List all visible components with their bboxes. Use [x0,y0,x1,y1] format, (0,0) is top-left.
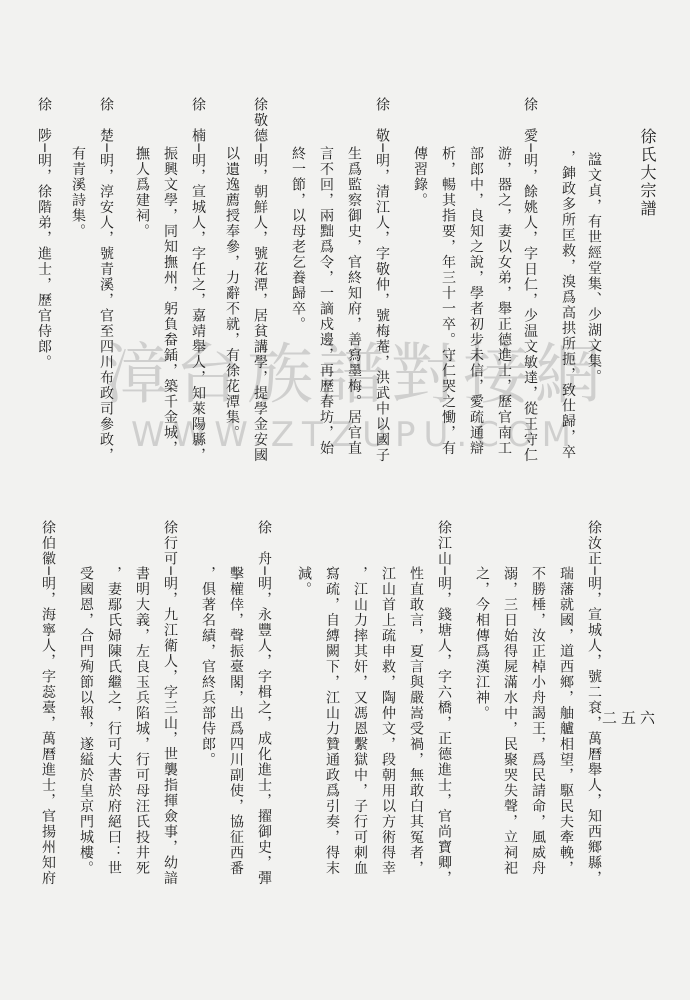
text-column: 生爲監察御史，官終知府，善寫墨梅。居官直 [346,146,362,456]
entry-xu-ruzheng: 徐汝正─明，宣城人，號二袞，萬曆舉人，知西鄉縣， [586,520,602,887]
text-column: 振興文學，同知撫州，躬負畚鍤，築千金城， [162,146,178,456]
text-column: 不勝棰，汝正棹小舟謁王，爲民請命，風威舟 [530,566,546,876]
page-number: 二五六 [602,709,660,727]
text-column: 寫疏，自縛闕下，江山力贊通政爲引奏，得末 [324,566,340,876]
entry-xu-zhi: 徐 陟─明，徐階弟，進士，歷官侍郎。 [36,97,52,371]
text-column: 減。 [296,566,312,597]
text-column: 傳習錄。 [412,146,428,208]
entry-xu-bohui: 徐伯徽─明，海寧人，字蕊臺，萬曆進士，官揚州知府 [40,520,56,887]
text-column: 性直敢言，夏言與嚴嵩受禍，無敢白其冤者， [408,566,424,876]
text-column: 江山首上疏申救，陶仲文，段朝用以方術得幸 [380,566,396,876]
entry-xu-nan: 徐 楠─明，宣城人，字任之，嘉靖舉人，知萊陽縣， [190,97,206,464]
text-column: 諡文貞，有世經堂集、少湖文集。 [586,152,602,385]
text-column: 以遺逸薦授奉參，力辭不就，有徐花潭集。 [224,146,240,441]
entry-xu-jingde: 徐敬德─明，朝鮮人，號花潭，居貧講學，提學金安國 [252,97,268,464]
text-column: 有青溪詩集。 [70,146,86,239]
entry-xu-ai: 徐 愛─明，餘姚人，字日仁，少温文敏達，從王守仁 [522,97,538,464]
entry-xu-chu: 徐 楚─明，淳安人，號青溪，官至四川布政司參政， [98,97,114,464]
text-column: 受國恩，合門殉節以報，遂縊於皇京門城樓。 [78,566,94,876]
text-column: ，江山力摔其奸，又馮恩繫獄中，子行可刺血 [352,566,368,876]
text-column: ，鋛政多所匡救，溴爲高拱所扼，致仕歸，卒 [560,150,576,460]
text-column: 游，器之，妻以女弟，舉正德進士，歷官南工 [496,146,512,456]
entry-xu-jing: 徐 敬─明，清江人，字敬仲，號梅菴，洪武中以國子 [374,97,390,464]
entry-xu-xingke: 徐行可─明，九江衛人，字三山，世襲指揮僉事，幼諳 [162,520,178,887]
text-column: 終一節，以母老乞養歸卒。 [290,146,306,332]
text-column: 書明大義，左良玉兵陷城，行可母汪氏投井死 [134,566,150,876]
watermark-url: WWW.ZTZUPU.COM [130,415,580,455]
text-column: ，妻鄢氏婦陳氏繼之，行可大書於府絕曰：世 [106,566,122,876]
watermark-chinese: 漳台族譜對接網 [103,336,607,413]
text-column: 之，今相傳爲漢江神。 [474,566,490,721]
entry-xu-zhou: 徐 舟─明，永豐人，字楫之，成化進士，擢御史，彈 [256,520,272,887]
text-column: 言不回，兩黜爲令，一謫戍邊，再歷春坊，始 [318,146,334,456]
text-column: 擊權倖，聲振臺閣，出爲四川副使，協征西番 [228,566,244,876]
book-title: 徐氏大宗譜 [638,128,657,218]
text-column: 溺，三日始得屍滿水中，民聚哭失聲，立祠祀 [502,566,518,876]
text-column: 撫人爲建祠。 [134,146,150,239]
text-column: 瑞藩就國，道西鄉，舳艫相望，駆民夫牽輓， [558,566,574,876]
entry-xu-jiangshan: 徐江山─明，錢塘人，字六橋，正德進士，官尚寶卿， [436,520,452,887]
text-column: 析，暢其指要，年三十一卒。守仁哭之慟，有 [440,146,456,456]
text-column: 部郎中，良知之說，學者初步未信，愛疏通辯 [468,146,484,456]
text-column: ，俱著名績，官終兵部侍郎。 [200,566,216,768]
